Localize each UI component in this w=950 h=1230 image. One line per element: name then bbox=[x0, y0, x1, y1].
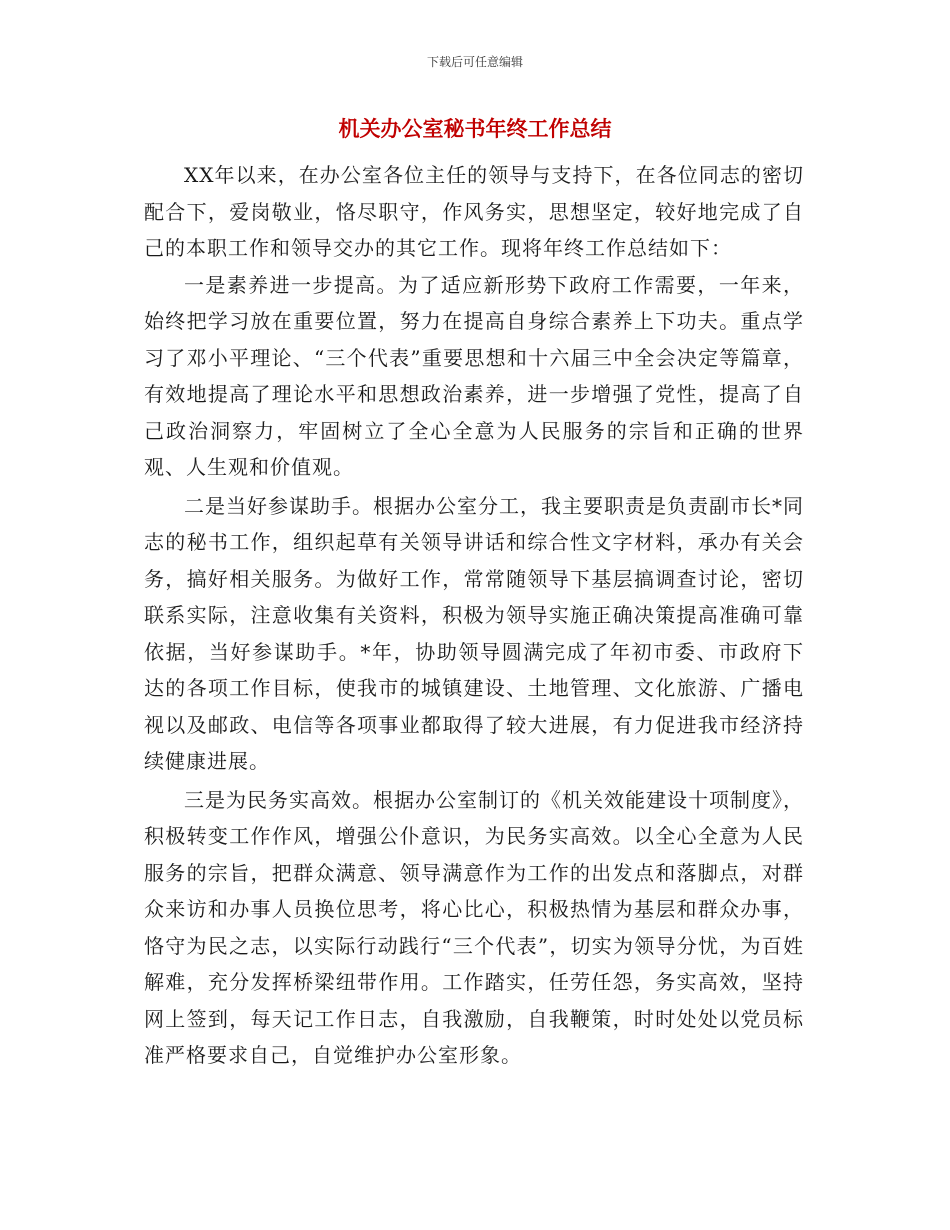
header-note: 下载后可任意编辑 bbox=[426, 55, 523, 69]
document-body bbox=[144, 157, 804, 1074]
paragraph-intro: XX年以来，在办公室各位主任的领导与支持下，在各位同志的密切配合下，爱岗敬业，恪尽职守，作风务实，思想坚定，较好地完成了自己的本职工作和领导交办的其它工作。现将年终工作总结如下： bbox=[144, 163, 804, 260]
paragraph-two: 二是当好参谋助手。根据办公室分工，我主要职责是负责副市长*同志的秘书工作，组织起草有关领导讲话和综合性文字材料，承办有关会务，搞好相关服务。为做好工作，常常随领导下基层搞调查讨论，密切联系实际，注意收集有关资料，积极为领导实施正确决策提高准确可靠依据，当好参谋助手。*年，协助领导圆满完成了年初市委、市政府下达的各项工作目标，使我市的城镇建设、土地管理、文化旅游、广播电视以及邮政、电信等各项事业都取得了较大进展，有力促进我市经济持续健康进展。 bbox=[144, 493, 804, 773]
paragraph-one: 一是素养进一步提高。为了适应新形势下政府工作需要，一年来，始终把学习放在重要位置，努力在提高自身综合素养上下功夫。重点学习了邓小平理论、“三个代表”重要思想和十六届三中全会决定等篇章，有效地提高了理论水平和思想政治素养，进一步增强了党性，提高了自己政治洞察力，牢固树立了全心全意为人民服务的宗旨和正确的世界观、人生观和价值观。 bbox=[144, 272, 804, 479]
document-title: 机关办公室秘书年终工作总结 bbox=[338, 117, 612, 141]
paragraph-three: 三是为民务实高效。根据办公室制订的《机关效能建设十项制度》，积极转变工作作风，增强公仆意识，为民务实高效。以全心全意为人民服务的宗旨，把群众满意、领导满意作为工作的出发点和落脚点，对群众来访和办事人员换位思考，将心比心，积极热情为基层和群众办事，恪守为民之志，以实际行动践行“三个代表”，切实为领导分忧，为百姓解难，充分发挥桥梁纽带作用。工作踏实，任劳任怨，务实高效，坚持网上签到，每天记工作日志，自我激励，自我鞭策，时时处处以党员标准严格要求自己，自觉维护办公室形象。 bbox=[144, 787, 804, 1067]
